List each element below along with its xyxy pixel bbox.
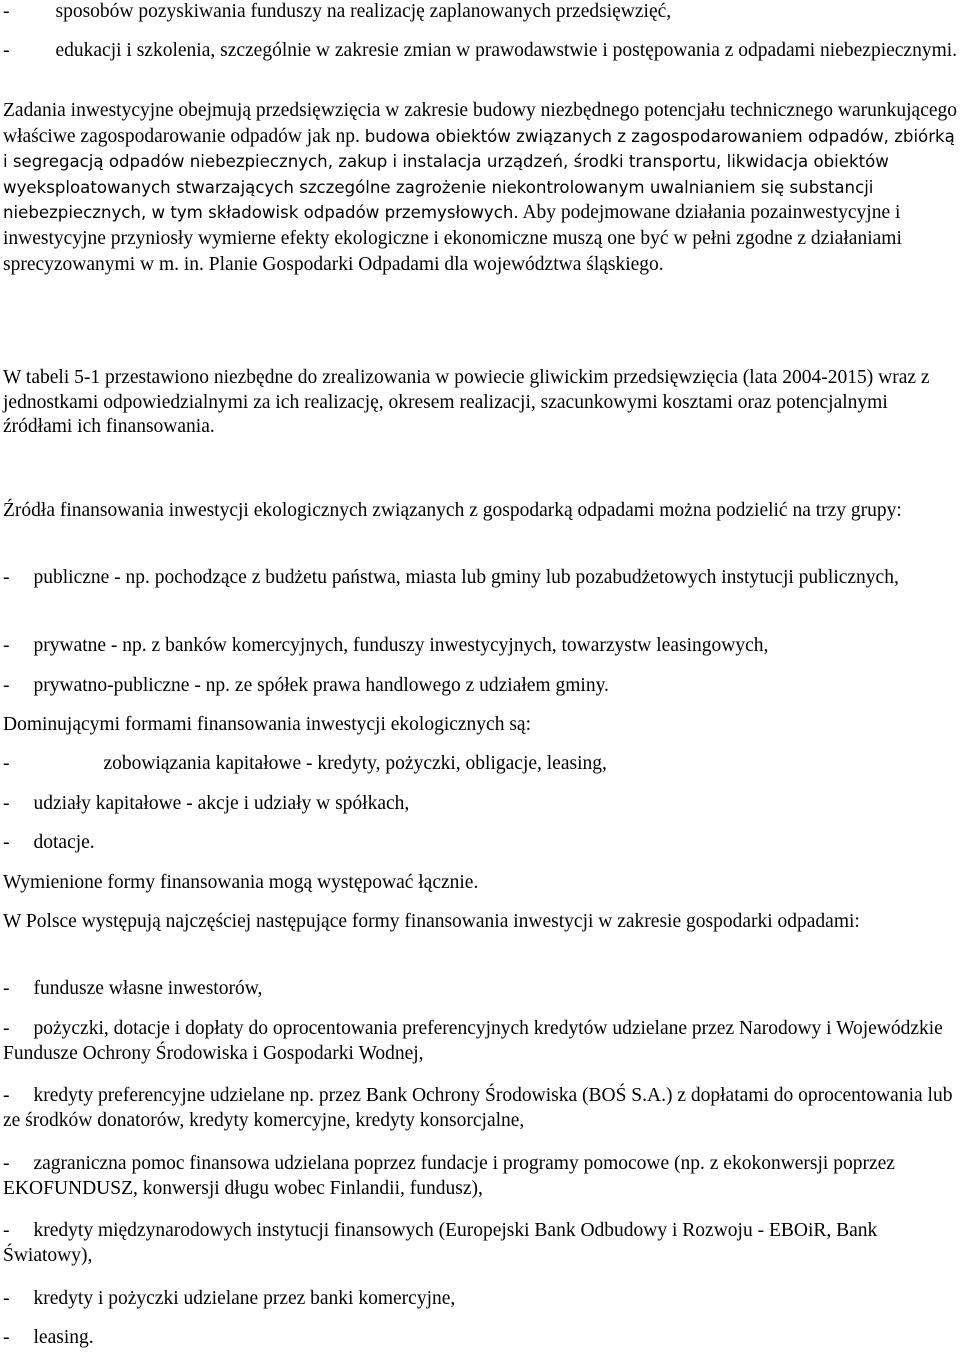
list-item — [3, 1326, 958, 1351]
bullet-dash: - — [3, 978, 10, 999]
bullet-dash: - — [3, 40, 10, 61]
paragraph-text-sans: budowa obiektów związanych z zagospodarowaniem odpadów, zbiórką i segregacją odpadów niebezpiecznych, zakup i instalacja urządzeń, środki transportu, likwidacja obiektów wyeksploatowanych stwarzających szczególne zagrożenie niekontrolowanym uwalnianiem się substancji niebezpiecznych, w tym składowisk odpadów przemysłowych. — [3, 126, 955, 223]
dominant-intro: Dominującymi formami finansowania inwestycji ekologicznych są: — [3, 714, 531, 735]
list-item — [3, 1084, 958, 1133]
table-reference-paragraph: W tabeli 5-1 przestawiono niezbędne do zrealizowania w powiecie gliwickim przedsięwzięcia (lata 2004-2015) wraz z jednostkami odpowiedzialnymi za ich realizację, okresem realizacji, szacunkowymi kosztami oraz potencjalnymi źródłami ich finansowania. — [3, 367, 930, 437]
list-item — [3, 566, 958, 591]
list-item-text: prywatne - np. z banków komercyjnych, funduszy inwestycyjnych, towarzystw leasingowych, — [33, 635, 769, 656]
list-item-text: zagraniczna pomoc finansowa udzielana poprzez fundacje i programy pomocowe (np. z ekokonwersji poprzez EKOFUNDUSZ, konwersji długu wobec Finlandii, fundusz), — [3, 1153, 895, 1199]
list-item-text: dotacje. — [33, 832, 95, 853]
list-item-text: kredyty i pożyczki udzielane przez banki komercyjne, — [33, 1288, 456, 1309]
investment-paragraph — [3, 98, 958, 277]
paragraph-text: Zadania inwestycyjne obejmują przedsięwzięcia w zakresie budowy niezbędnego potencjału technicznego warunkującego właściwe zagospodarowanie odpadów jak np. — [3, 100, 958, 147]
list-item-text: publiczne - np. pochodzące z budżetu państwa, miasta lub gminy lub pozabudżetowych instytucji publicznych, — [33, 567, 899, 588]
list-item — [3, 752, 958, 777]
bullet-dash: - — [3, 1288, 10, 1309]
list-item — [3, 792, 958, 817]
list-item — [3, 1287, 958, 1312]
combined-note: Wymienione formy finansowania mogą występować łącznie. — [3, 872, 479, 893]
bullet-dash: - — [3, 1153, 10, 1174]
bullet-dash: - — [3, 1018, 10, 1039]
list-item-text: prywatno-publiczne - np. ze spółek prawa handlowego z udziałem gminy. — [33, 675, 609, 696]
bullet-dash: - — [3, 832, 10, 853]
list-item — [3, 977, 958, 1002]
bullet-dash: - — [3, 1327, 10, 1348]
list-item — [3, 39, 958, 64]
bullet-dash: - — [3, 1, 10, 22]
list-item — [3, 831, 958, 856]
bullet-dash: - — [3, 675, 10, 696]
list-item-text: fundusze własne inwestorów, — [33, 978, 263, 999]
bullet-dash: - — [3, 1220, 10, 1241]
list-item-text: edukacji i szkolenia, szczególnie w zakresie zmian w prawodawstwie i postępowania z odpadami niebezpiecznymi. — [55, 40, 958, 61]
list-item-text: kredyty preferencyjne udzielane np. przez Bank Ochrony Środowiska (BOŚ S.A.) z dopłatami do oprocentowania lub ze środków donatorów, kredyty komercyjne, kredyty konsorcjalne, — [3, 1085, 953, 1131]
bullet-dash: - — [3, 567, 10, 588]
bullet-dash: - — [3, 753, 10, 774]
list-item-text: zobowiązania kapitałowe - kredyty, pożyczki, obligacje, leasing, — [103, 753, 607, 774]
poland-intro: W Polsce występują najczęściej następujące formy finansowania inwestycji w zakresie gospodarki odpadami: — [3, 911, 860, 932]
list-item — [3, 1219, 958, 1268]
paragraph-text: Aby podejmowane działania pozainwestycyjne i inwestycyjne przyniosły wymierne efekty ekologiczne i ekonomiczne muszą one być w pełni zgodne z działaniami sprecyzowanymi w m. in. Planie Gospodarki Odpadami dla województwa śląskiego. — [3, 202, 902, 275]
list-item-text: kredyty międzynarodowych instytucji finansowych (Europejski Bank Odbudowy i Rozwoju - EBOiR, Bank Światowy), — [3, 1220, 878, 1266]
list-item-text: pożyczki, dotacje i dopłaty do oprocentowania preferencyjnych kredytów udzielane przez Narodowy i Wojewódzkie Fundusze Ochrony Środowiska i Gospodarki Wodnej, — [3, 1018, 943, 1064]
list-item — [3, 1017, 958, 1066]
list-item-text: leasing. — [33, 1327, 94, 1348]
list-item — [3, 0, 958, 25]
list-item — [3, 1152, 958, 1201]
list-item — [3, 634, 958, 659]
bullet-dash: - — [3, 1085, 10, 1106]
list-item-text: sposobów pozyskiwania funduszy na realizację zaplanowanych przedsięwzięć, — [55, 1, 672, 22]
sources-intro: Źródła finansowania inwestycji ekologicznych związanych z gospodarką odpadami można podzielić na trzy grupy: — [3, 500, 902, 521]
list-item — [3, 674, 958, 699]
bullet-dash: - — [3, 635, 10, 656]
bullet-dash: - — [3, 793, 10, 814]
list-item-text: udziały kapitałowe - akcje i udziały w spółkach, — [33, 793, 410, 814]
